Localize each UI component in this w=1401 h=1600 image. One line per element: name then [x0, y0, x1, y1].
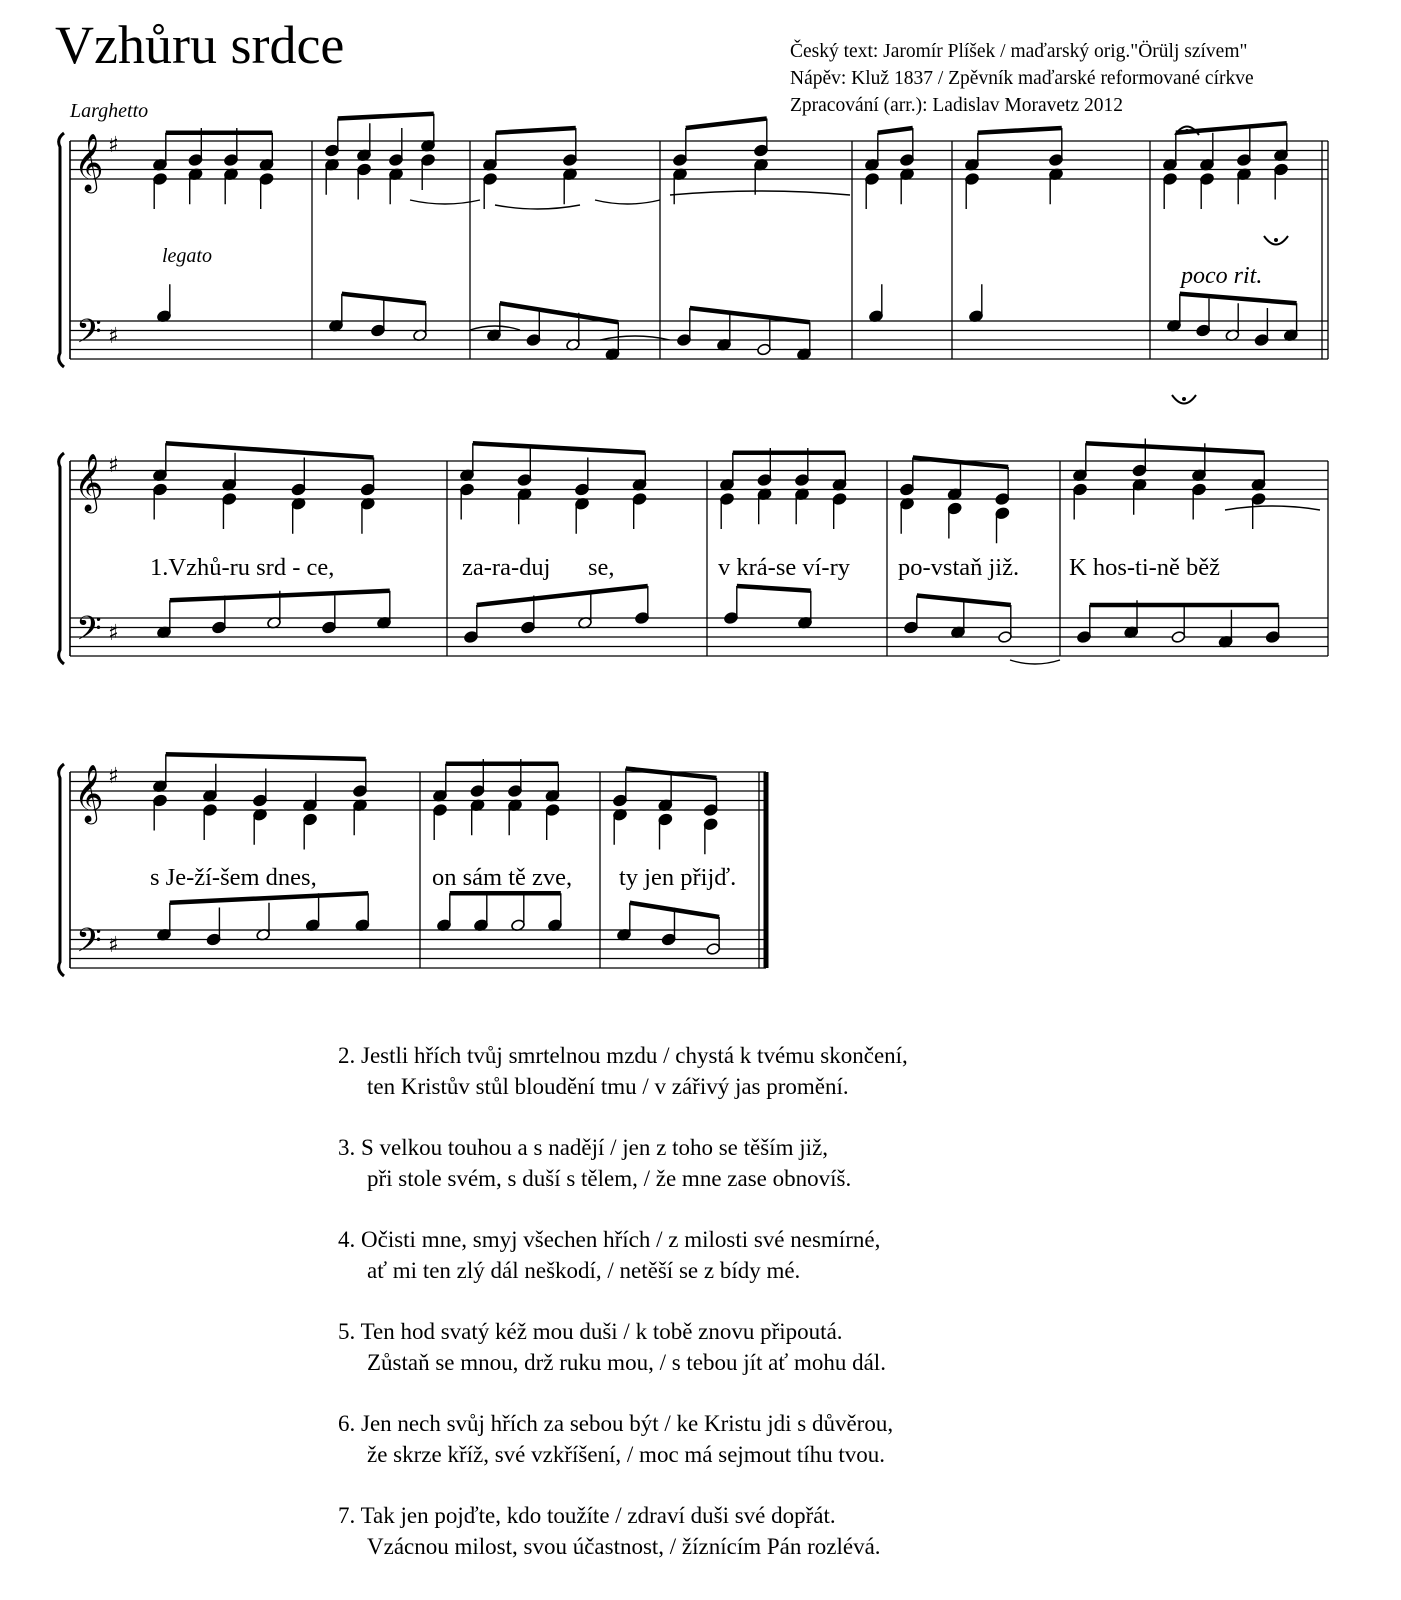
tie [1010, 660, 1060, 664]
verses-block [338, 1040, 908, 1592]
lyric-syllable: za-ra-duj [462, 554, 551, 581]
verse-line: Vzácnou milost, svou účastnost, / žíznícím Pán rozlévá. [367, 1534, 881, 1559]
credit-arranger: Zpracování (arr.): Ladislav Moravetz 2012 [790, 95, 1123, 116]
lyric-syllable: v krá-se ví-ry [718, 554, 850, 581]
beam [978, 128, 1062, 133]
verse-7 [338, 1500, 908, 1562]
system-bracket [59, 453, 64, 664]
beam [500, 303, 619, 322]
beam [338, 114, 434, 119]
song-title: Vzhůru srdce [55, 15, 345, 75]
treble-clef-icon: 𝄞 [74, 453, 104, 511]
tie [1225, 506, 1320, 510]
verse-line: ať mi ten zlý dál neškodí, / netěší se z bídy mé. [367, 1258, 801, 1283]
tie [495, 205, 580, 209]
verse-5 [338, 1316, 908, 1378]
tempo-marking: Larghetto [70, 100, 149, 122]
sharp-key-signature: ♯ [108, 764, 119, 789]
bass-clef-icon: 𝄢 [76, 922, 102, 968]
tie [595, 200, 660, 204]
verse-4 [338, 1224, 908, 1286]
bass-clef-icon: 𝄢 [76, 610, 102, 656]
verse-line: 4. Očisti mne, smyj všechen hřích / z milosti své nesmírné, [338, 1227, 881, 1252]
verse-line: 2. Jestli hřích tvůj smrtelnou mzdu / chystá k tvému skončení, [338, 1043, 908, 1068]
beam [473, 443, 646, 453]
fermata-icon [1274, 238, 1278, 242]
verse-line: 6. Jen nech svůj hřích za sebou být / ke Kristu jdi s důvěrou, [338, 1411, 894, 1436]
system-bracket [59, 133, 64, 367]
tie [470, 326, 520, 330]
sharp-key-signature: ♯ [108, 621, 119, 646]
verse-3 [338, 1132, 908, 1194]
treble-clef-icon: 𝄞 [74, 133, 104, 191]
beam [690, 308, 810, 322]
credit-melody-source: Nápěv: Kluž 1837 / Zpěvník maďarské reformované církve [790, 68, 1254, 89]
verse-line: že skrze kříž, své vzkříšení, / moc má sejmout tíhu tvou. [367, 1442, 886, 1467]
lyric-syllable: K hos-ti-ně běž [1069, 554, 1221, 581]
verse-line: 3. S velkou touhou a s nadějí / jen z toho se těším již, [338, 1135, 828, 1160]
fermata-icon [1182, 397, 1186, 401]
tie [670, 191, 850, 195]
sharp-key-signature: ♯ [108, 933, 119, 958]
beam [496, 128, 576, 133]
beam [878, 128, 913, 133]
lyric-syllable: on sám tě zve, [432, 864, 573, 891]
verse-line: Zůstaň se mnou, drž ruku mou, / s tebou jít ať mohu dál. [367, 1350, 886, 1375]
verse-6 [338, 1408, 908, 1470]
beam [477, 586, 648, 605]
verse-line: 7. Tak jen pojďte, kdo toužíte / zdraví duši své dopřát. [338, 1503, 836, 1528]
system-bracket [59, 764, 64, 976]
beam [1180, 294, 1297, 304]
lyric-syllable: s Je-ží-šem dnes, [150, 864, 317, 891]
beam [166, 754, 366, 759]
sharp-key-signature: ♯ [108, 453, 119, 478]
lyric-syllable: po-vstaň již. [898, 554, 1020, 581]
lyric-syllable: ty jen přijď. [619, 864, 737, 891]
beam [166, 443, 374, 457]
fermata-icon [1185, 129, 1189, 133]
beam [686, 119, 767, 129]
treble-clef-icon: 𝄞 [74, 764, 104, 822]
sharp-key-signature: ♯ [108, 133, 119, 158]
credit-text-author: Český text: Jaromír Plíšek / maďarský orig."Örülj szívem" [790, 41, 1248, 62]
verse-line: ten Kristův stůl bloudění tmu / v zářivý jas promění. [367, 1074, 849, 1099]
ritardando-marking: poco rit. [1181, 263, 1263, 289]
beam [737, 586, 811, 591]
verse-2 [338, 1040, 908, 1102]
sharp-key-signature: ♯ [108, 324, 119, 349]
bass-clef-icon: 𝄢 [76, 313, 102, 359]
lyric-syllable: 1.Vzhů-ru srd - ce, [150, 554, 335, 581]
legato-marking: legato [162, 245, 212, 267]
beam [1086, 443, 1265, 453]
lyric-syllable: se, [588, 554, 615, 581]
verse-line: při stole svém, s duší s tělem, / že mne zase obnovíš. [367, 1166, 852, 1191]
verse-line: 5. Ten hod svatý kéž mou duši / k tobě znovu připoutá. [338, 1319, 843, 1344]
beam [170, 893, 368, 903]
